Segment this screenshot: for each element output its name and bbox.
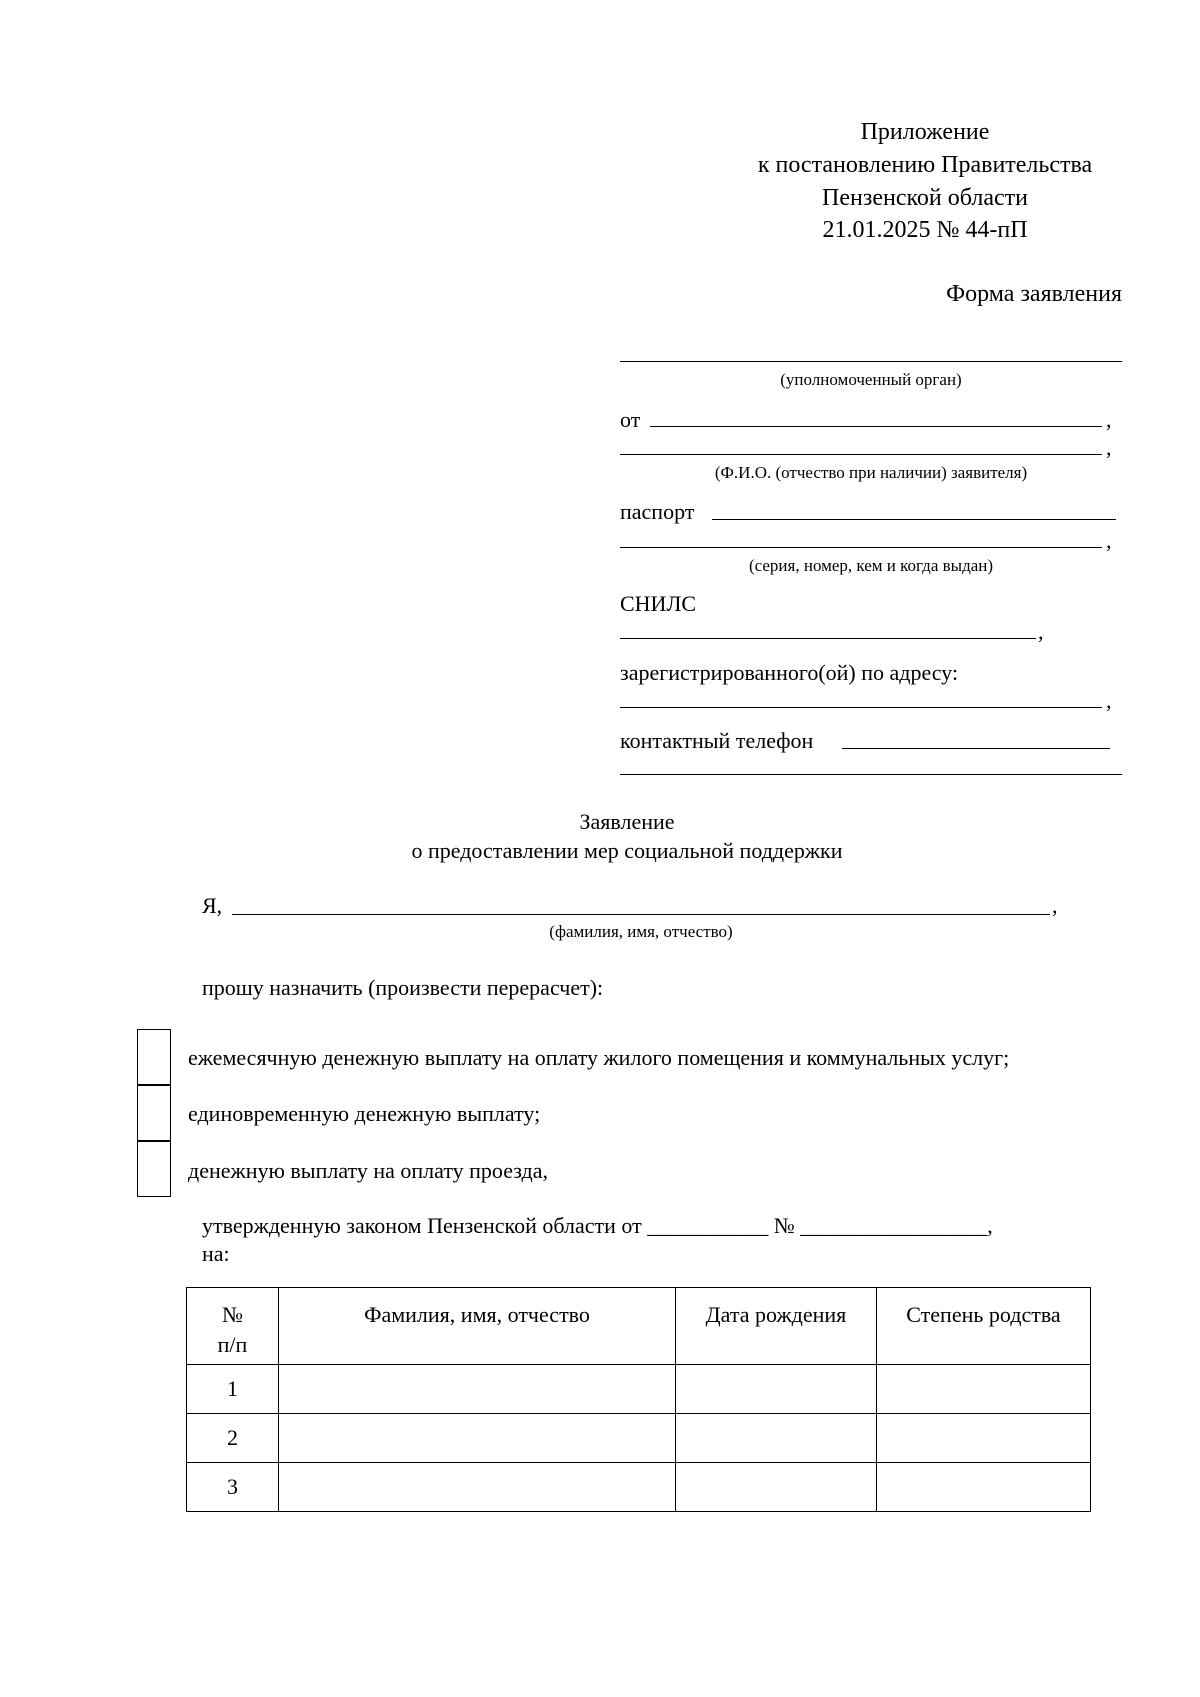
comma: , [1038, 619, 1044, 644]
phone-field[interactable] [842, 748, 1110, 749]
from-label: от [620, 407, 641, 432]
relation-cell[interactable] [877, 1365, 1091, 1414]
i-label: Я, [202, 893, 223, 918]
option-travel-label: денежную выплату на оплату проезда, [188, 1158, 548, 1183]
applicant-name-field[interactable] [650, 426, 1102, 427]
table-row [187, 1414, 1091, 1463]
table-row [187, 1365, 1091, 1414]
passport-caption: (серия, номер, кем и когда выдан) [748, 556, 994, 575]
fullname-field[interactable] [232, 914, 1050, 915]
applicant-name-field-2[interactable] [620, 454, 1102, 455]
col-header-birthdate: Дата рождения [676, 1288, 877, 1365]
birthdate-cell[interactable] [676, 1365, 877, 1414]
row-number: 1 [187, 1365, 279, 1414]
passport-field-2[interactable] [620, 547, 1102, 548]
on-label: на: [202, 1241, 230, 1266]
statement-title: Заявление [579, 809, 675, 834]
fullname-cell[interactable] [279, 1463, 676, 1512]
family-members-table [186, 1287, 1091, 1512]
comma: , [1052, 893, 1058, 918]
table-header-row [187, 1288, 1091, 1365]
fullname-cell[interactable] [279, 1414, 676, 1463]
snils-field[interactable] [620, 638, 1036, 639]
option-checkbox-lump-sum[interactable] [137, 1085, 171, 1141]
option-lump-sum-label: единовременную денежную выплату; [188, 1101, 541, 1126]
table-row [187, 1463, 1091, 1512]
relation-cell[interactable] [877, 1414, 1091, 1463]
phone-field-2[interactable] [620, 774, 1122, 775]
appendix-title: Приложение [860, 119, 990, 145]
comma: , [1106, 435, 1112, 460]
organ-field[interactable] [620, 361, 1122, 362]
row-number: 3 [187, 1463, 279, 1512]
option-checkbox-monthly[interactable] [137, 1029, 171, 1085]
form-label: Форма заявления [946, 281, 1122, 307]
passport-label: паспорт [620, 499, 695, 524]
appendix-resolution: к постановлению Правительства [757, 152, 1093, 178]
comma: , [1106, 407, 1112, 432]
fio-caption: (Ф.И.О. (отчество при наличии) заявителя) [714, 463, 1028, 482]
request-text: прошу назначить (произвести перерасчет): [202, 975, 604, 1000]
col-header-fullname: Фамилия, имя, отчество [279, 1288, 676, 1365]
comma: , [1106, 528, 1112, 553]
row-number: 2 [187, 1414, 279, 1463]
option-checkbox-travel[interactable] [137, 1141, 171, 1197]
appendix-region: Пензенской области [822, 185, 1028, 211]
address-label: зарегистрированного(ой) по адресу: [620, 660, 959, 685]
appendix-date-number: 21.01.2025 № 44-пП [822, 217, 1028, 243]
law-line: утвержденную законом Пензенской области от ___________ № _________________, [202, 1213, 993, 1238]
option-monthly-label: ежемесячную денежную выплату на оплату жилого помещения и коммунальных услуг; [188, 1045, 1010, 1070]
fullname-cell[interactable] [279, 1365, 676, 1414]
col-header-number: № п/п [187, 1288, 279, 1365]
statement-subtitle: о предоставлении мер социальной поддержки [411, 838, 843, 863]
snils-label: СНИЛС [620, 591, 697, 616]
address-field[interactable] [620, 707, 1102, 708]
fullname-caption: (фамилия, имя, отчество) [549, 922, 733, 941]
comma: , [1106, 688, 1112, 713]
relation-cell[interactable] [877, 1463, 1091, 1512]
col-header-relation: Степень родства [877, 1288, 1091, 1365]
birthdate-cell[interactable] [676, 1463, 877, 1512]
birthdate-cell[interactable] [676, 1414, 877, 1463]
passport-field[interactable] [712, 519, 1116, 520]
organ-caption: (уполномоченный орган) [780, 370, 962, 389]
phone-label: контактный телефон [620, 728, 814, 753]
